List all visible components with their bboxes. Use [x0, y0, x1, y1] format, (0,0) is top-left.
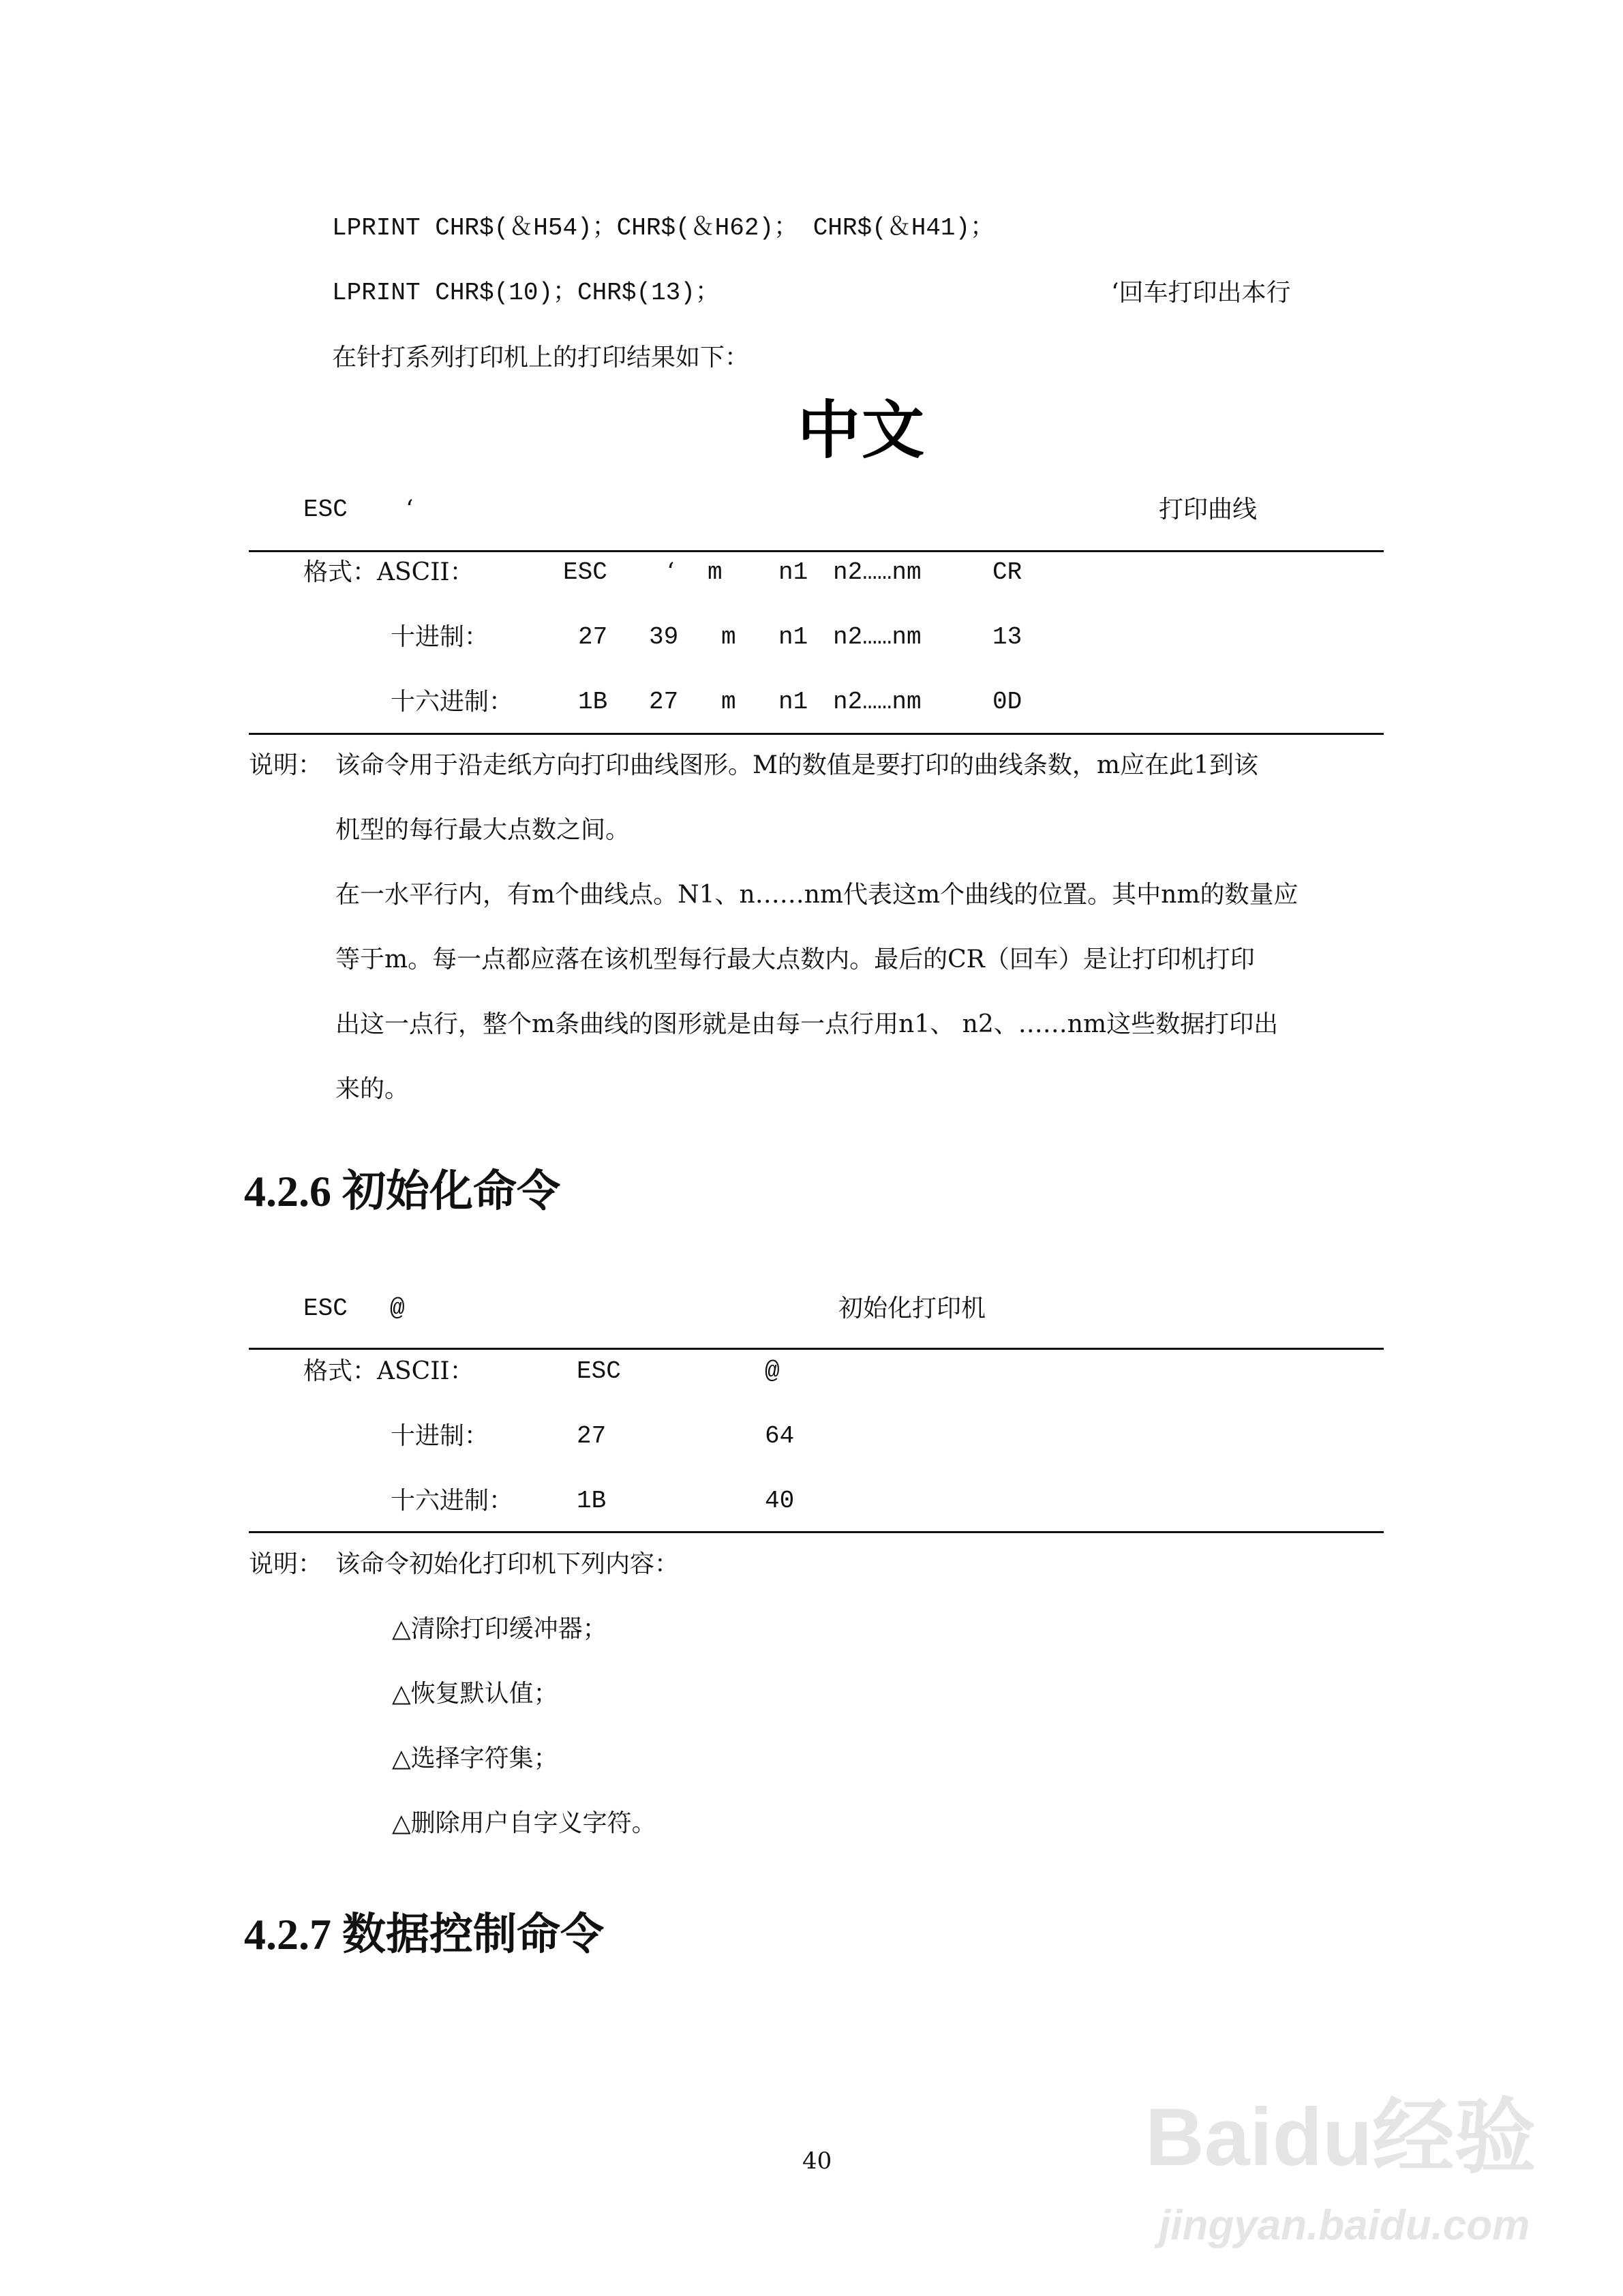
baidu-watermark-url: jingyan.baidu.com: [1159, 2202, 1530, 2249]
cmd2-item-2: △恢复默认值；: [392, 1680, 558, 1708]
cmd1-ascii-0: ESC: [563, 558, 607, 586]
cmd1-dec-5: 13: [992, 623, 1022, 651]
cmd1-ascii-1: ‘: [667, 558, 675, 586]
cmd2-dec-0: 27: [577, 1422, 607, 1450]
cmd1-dec-1: 39: [649, 623, 679, 651]
cmd1-ascii-4: n2……nm: [833, 558, 922, 586]
cmd2-ascii-1: @: [765, 1357, 780, 1385]
code-comment: ‘回车打印出本行: [1111, 279, 1291, 307]
code-line-1: LPRINT CHR$(＆H54)；CHR$(＆H62)； CHR$(＆H41)；: [332, 214, 995, 242]
cmd1-hex-2: m: [721, 688, 736, 716]
page-number: 40: [802, 2147, 832, 2175]
section-heading-4-2-6: 4.2.6 初始化命令: [244, 1167, 560, 1215]
cmd1-note-label: 说明：: [249, 751, 323, 779]
cmd1-dec-0: 27: [578, 623, 608, 651]
cmd2-note-label: 说明：: [249, 1550, 323, 1578]
cmd1-desc: 打印曲线: [1159, 496, 1258, 524]
cmd1-hex-4: n2……nm: [833, 688, 922, 716]
cmd1-dec-4: n2……nm: [833, 623, 922, 651]
baidu-watermark-logo: Baidu经验: [1145, 2091, 1536, 2183]
cmd1-hex-5: 0D: [992, 688, 1022, 716]
cmd2-name: ESC: [303, 1295, 348, 1323]
cmd1-ascii-3: n1: [778, 558, 808, 586]
cmd1-dec-label: 十进制：: [391, 623, 489, 651]
cmd2-item-1: △清除打印缓冲器；: [392, 1615, 607, 1643]
cmd1-ascii-5: CR: [992, 558, 1022, 586]
cmd1-hex-0: 1B: [578, 688, 608, 716]
cmd2-hex-label: 十六进制：: [391, 1487, 514, 1515]
cmd1-bottom-rule: [249, 733, 1384, 735]
cmd1-hex-label: 十六进制：: [391, 688, 514, 716]
cmd1-note-line-2: 机型的每行最大点数之间。: [335, 816, 631, 844]
cmd1-dec-3: n1: [778, 623, 808, 651]
cmd1-note-line-3: 在一水平行内，有m个曲线点。N1、n……nm代表这m个曲线的位置。其中nm的数量应: [335, 881, 1299, 909]
cmd2-format-label: 格式：ASCII：: [303, 1357, 474, 1385]
result-intro: 在针打系列打印机上的打印结果如下：: [332, 344, 750, 372]
cmd1-note-line-5: 出这一点行，整个m条曲线的图形就是由每一点行用n1、 n2、……nm这些数据打印出: [335, 1010, 1279, 1038]
cmd1-hex-3: n1: [778, 688, 808, 716]
cmd2-param: @: [390, 1295, 405, 1323]
cmd1-top-rule: [249, 550, 1384, 552]
cmd2-hex-1: 40: [765, 1487, 795, 1515]
cmd1-format-label: 格式：ASCII：: [303, 558, 474, 586]
cmd1-note-line-6: 来的。: [335, 1075, 410, 1103]
sample-output-image: 中文: [798, 394, 926, 467]
cmd1-ascii-2: m: [708, 558, 723, 586]
cmd2-top-rule: [249, 1348, 1384, 1350]
cmd2-hex-0: 1B: [577, 1487, 607, 1515]
section-heading-4-2-7: 4.2.7 数据控制命令: [244, 1910, 604, 1959]
cmd2-item-4: △删除用户自字义字符。: [392, 1809, 656, 1837]
cmd2-ascii-0: ESC: [577, 1357, 621, 1385]
cmd1-param: ‘: [406, 496, 414, 524]
cmd1-dec-2: m: [721, 623, 736, 651]
cmd1-hex-1: 27: [649, 688, 679, 716]
cmd2-note-text: 该命令初始化打印机下列内容：: [335, 1550, 680, 1578]
cmd2-dec-1: 64: [765, 1422, 795, 1450]
cmd1-note-line-1: 该命令用于沿走纸方向打印曲线图形。M的数值是要打印的曲线条数，m应在此1到该: [335, 751, 1258, 779]
cmd1-note-line-4: 等于m。每一点都应落在该机型每行最大点数内。最后的CR（回车）是让打印机打印: [335, 946, 1255, 973]
cmd2-bottom-rule: [249, 1531, 1384, 1533]
code-line-2: LPRINT CHR$(10)；CHR$(13)；: [332, 279, 720, 307]
cmd2-dec-label: 十进制：: [391, 1422, 489, 1450]
cmd2-desc: 初始化打印机: [838, 1295, 986, 1323]
cmd2-item-3: △选择字符集；: [392, 1744, 558, 1772]
cmd1-name: ESC: [303, 496, 348, 524]
